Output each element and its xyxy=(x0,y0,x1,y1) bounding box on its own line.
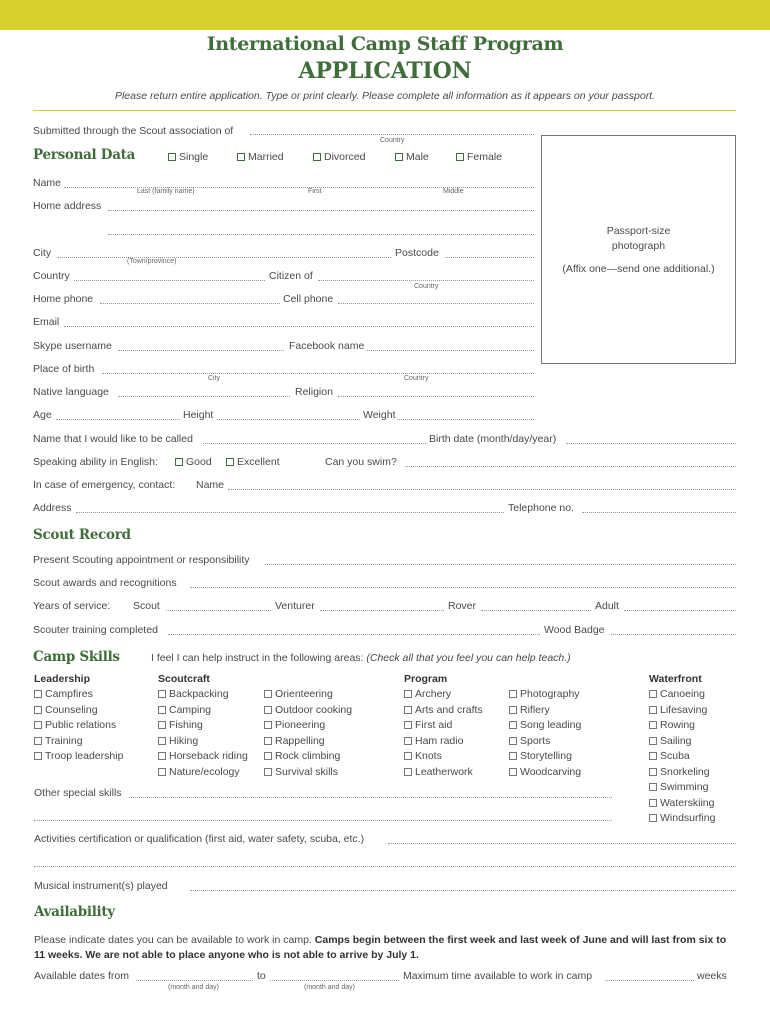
skill-checkbox-campfires[interactable] xyxy=(34,688,93,700)
checkbox-icon xyxy=(649,799,657,807)
citizen-of-label: Citizen of xyxy=(269,270,313,282)
checkbox-icon xyxy=(509,768,517,776)
country-field[interactable] xyxy=(74,280,265,281)
skill-label: Sailing xyxy=(660,734,692,747)
certification-label: Activities certification or qualification (first aid, water safety, scuba, etc.) xyxy=(34,833,365,845)
city-field[interactable] xyxy=(57,257,391,258)
program-heading: Program xyxy=(404,673,448,685)
skill-label: Knots xyxy=(415,750,442,762)
skill-label: Hiking xyxy=(169,734,199,747)
skill-label: Fishing xyxy=(169,719,203,731)
skill-label: Campfires xyxy=(45,688,93,700)
skill-label: Rappelling xyxy=(275,734,325,747)
skill-checkbox-counseling[interactable] xyxy=(34,704,98,716)
native-language-label: Native language xyxy=(33,386,109,398)
skill-label: Counseling xyxy=(45,703,98,716)
skill-checkbox-sailing[interactable] xyxy=(649,735,692,747)
checkbox-icon xyxy=(456,153,464,161)
citizen-of-field[interactable] xyxy=(318,280,534,281)
leadership-heading: Leadership xyxy=(34,673,91,685)
english-good-checkbox[interactable]: Good xyxy=(175,456,212,468)
waterfront-heading: Waterfront xyxy=(649,673,702,685)
availability-text: Please indicate dates you can be available to work in camp. Camps begin between the first week and last week of June and will last from six to 11 weeks. We are not able to place anyone who is not able to arrive by July 1. xyxy=(34,934,727,961)
checkbox-icon xyxy=(649,706,657,714)
country-label: Country xyxy=(33,270,70,282)
city-label: City xyxy=(33,247,52,259)
checkbox-icon xyxy=(313,153,321,161)
postcode-field[interactable] xyxy=(445,257,534,258)
english-ability-label: Speaking ability in English: xyxy=(33,456,158,468)
skill-label: Song leading xyxy=(520,719,582,731)
skill-checkbox-riflery[interactable] xyxy=(509,704,550,716)
years-venturer-field[interactable] xyxy=(320,610,444,611)
musical-field[interactable] xyxy=(190,890,736,891)
years-scout-label: Scout xyxy=(133,600,160,612)
cell-phone-field[interactable] xyxy=(338,303,534,304)
pob-sub-city: City xyxy=(208,375,221,382)
skill-label: Snorkeling xyxy=(660,765,710,778)
skill-checkbox-first-aid[interactable] xyxy=(404,719,452,731)
checkbox-icon xyxy=(404,706,412,714)
place-of-birth-label: Place of birth xyxy=(33,363,95,375)
skill-checkbox-windsurfing[interactable] xyxy=(649,812,715,824)
checkbox-icon xyxy=(264,737,272,745)
skill-label: Orienteering xyxy=(275,688,333,700)
skill-checkbox-camping[interactable] xyxy=(158,704,211,716)
weight-label: Weight xyxy=(363,409,396,421)
age-label: Age xyxy=(33,409,52,421)
skill-label: Pioneering xyxy=(275,719,326,731)
checkbox-icon xyxy=(264,690,272,698)
skill-label: Survival skills xyxy=(275,765,339,778)
checkbox-icon xyxy=(34,752,42,760)
photo-label-2: photograph xyxy=(611,240,666,252)
submitted-label: Submitted through the Scout association of xyxy=(33,125,234,137)
skill-label: First aid xyxy=(415,719,453,731)
checkbox-icon xyxy=(649,783,657,791)
years-rover-label: Rover xyxy=(448,600,477,612)
height-field[interactable] xyxy=(217,419,360,420)
telephone-field[interactable] xyxy=(582,512,736,513)
postcode-label: Postcode xyxy=(395,247,439,259)
checkbox-icon xyxy=(34,706,42,714)
address-label: Address xyxy=(33,502,72,514)
max-time-label: Maximum time available to work in camp xyxy=(403,970,593,982)
skill-label: Troop leadership xyxy=(45,750,124,762)
checkbox-icon xyxy=(649,768,657,776)
city-sub: (Town/province) xyxy=(127,258,177,265)
checkbox-icon xyxy=(158,752,166,760)
scout-record-heading: Scout Record xyxy=(33,527,131,543)
skill-label: Horseback riding xyxy=(169,750,248,762)
submitted-country-field[interactable] xyxy=(250,134,534,135)
skill-checkbox-backpacking[interactable] xyxy=(158,688,229,700)
checkbox-icon xyxy=(649,690,657,698)
skill-label: Rowing xyxy=(660,719,696,731)
skill-checkbox-photography[interactable] xyxy=(509,688,580,700)
religion-label: Religion xyxy=(295,386,333,398)
skill-label: Windsurfing xyxy=(660,812,716,824)
checkbox-icon xyxy=(158,706,166,714)
camp-skills-heading: Camp Skills xyxy=(33,649,120,665)
name-label: Name xyxy=(33,177,62,189)
weeks-label: weeks xyxy=(697,970,727,982)
checkbox-icon xyxy=(404,752,412,760)
checkbox-icon xyxy=(404,768,412,776)
skill-label: Sports xyxy=(520,734,551,747)
wood-badge-label: Wood Badge xyxy=(544,624,605,636)
skill-checkbox-rock-climbing[interactable] xyxy=(264,750,340,762)
skill-label: Scuba xyxy=(660,750,690,762)
years-adult-field[interactable] xyxy=(624,610,736,611)
skill-label: Archery xyxy=(415,688,452,700)
skill-checkbox-outdoor-cooking[interactable] xyxy=(264,704,352,716)
status-married-checkbox[interactable]: Married xyxy=(237,151,284,163)
certification-field[interactable] xyxy=(388,843,736,844)
skill-label: Rock climbing xyxy=(275,750,341,762)
emergency-name-label: Name xyxy=(196,479,225,491)
emergency-name-field[interactable] xyxy=(228,489,736,490)
email-field[interactable] xyxy=(64,326,534,327)
checkbox-icon xyxy=(264,752,272,760)
musical-label: Musical instrument(s) played xyxy=(34,880,168,892)
skill-label: Storytelling xyxy=(520,750,572,762)
name-sub-last: Last (family name) xyxy=(137,188,195,195)
checkbox-icon xyxy=(168,153,176,161)
skill-checkbox-swimming[interactable] xyxy=(649,781,708,793)
checkbox-icon xyxy=(226,458,234,466)
skill-label: Training xyxy=(45,734,83,747)
checkbox-icon xyxy=(264,706,272,714)
skill-checkbox-troop-leadership[interactable] xyxy=(34,750,123,762)
skill-label: Ham radio xyxy=(415,734,464,747)
skill-label: Woodcarving xyxy=(520,765,582,778)
years-scout-field[interactable] xyxy=(166,610,271,611)
skill-checkbox-rowing[interactable] xyxy=(649,719,695,731)
skill-checkbox-survival-skills[interactable] xyxy=(264,766,338,778)
place-of-birth-field[interactable] xyxy=(102,373,534,374)
birth-date-label: Birth date (month/day/year) xyxy=(429,433,557,445)
form-title: International Camp Staff Program xyxy=(206,33,564,55)
swim-label: Can you swim? xyxy=(325,456,397,468)
checkbox-icon xyxy=(404,737,412,745)
photo-label-3: (Affix one—send one additional.) xyxy=(562,263,715,275)
dates-to-label: to xyxy=(257,970,266,982)
height-label: Height xyxy=(183,409,214,421)
skill-label: Outdoor cooking xyxy=(275,703,353,716)
wood-badge-field[interactable] xyxy=(611,634,736,635)
pob-sub-country: Country xyxy=(404,375,429,382)
training-field[interactable] xyxy=(168,634,540,635)
training-label: Scouter training completed xyxy=(33,624,158,636)
checkbox-icon xyxy=(509,721,517,729)
header-rule xyxy=(33,110,736,111)
skill-label: Backpacking xyxy=(169,688,229,700)
years-rover-field[interactable] xyxy=(481,610,591,611)
skills-intro: I feel I can help instruct in the following areas: (Check all that you feel you can help teach.) xyxy=(151,652,571,664)
dates-from-field[interactable] xyxy=(136,980,253,981)
home-phone-field[interactable] xyxy=(100,303,280,304)
called-name-field[interactable] xyxy=(203,443,426,444)
cell-phone-label: Cell phone xyxy=(283,293,334,305)
skill-checkbox-nature-ecology[interactable] xyxy=(158,766,240,778)
checkbox-icon xyxy=(34,721,42,729)
checkbox-icon xyxy=(395,153,403,161)
checkbox-icon xyxy=(509,690,517,698)
home-address-field-2[interactable] xyxy=(108,234,534,235)
skype-label: Skype username xyxy=(33,340,112,352)
dates-from-sub: (month and day) xyxy=(168,984,219,991)
age-field[interactable] xyxy=(56,419,180,420)
english-excellent-checkbox[interactable]: Excellent xyxy=(226,456,280,468)
name-sub-first: First xyxy=(308,188,322,195)
dates-to-sub: (month and day) xyxy=(304,984,355,991)
other-skills-field-2[interactable] xyxy=(34,820,612,821)
home-phone-label: Home phone xyxy=(33,293,94,305)
skill-label: Photography xyxy=(520,688,580,700)
status-single-checkbox[interactable]: Single xyxy=(168,151,208,163)
years-venturer-label: Venturer xyxy=(275,600,315,612)
checkbox-icon xyxy=(158,690,166,698)
checkbox-icon xyxy=(158,721,166,729)
checkbox-icon xyxy=(649,721,657,729)
name-sub-middle: Middle xyxy=(443,188,464,195)
facebook-field[interactable] xyxy=(367,350,534,351)
skill-label: Waterskiing xyxy=(660,796,715,809)
skill-checkbox-archery[interactable] xyxy=(404,688,451,700)
skill-checkbox-ham-radio[interactable] xyxy=(404,735,463,747)
skill-label: Public relations xyxy=(45,719,117,731)
checkbox-icon xyxy=(509,706,517,714)
skill-checkbox-public-relations[interactable] xyxy=(34,719,116,731)
skill-checkbox-pioneering[interactable] xyxy=(264,719,325,731)
personal-data-heading: Personal Data xyxy=(33,147,136,163)
checkbox-icon xyxy=(175,458,183,466)
scoutcraft-heading: Scoutcraft xyxy=(158,673,210,685)
checkbox-icon xyxy=(158,737,166,745)
awards-label: Scout awards and recognitions xyxy=(33,577,177,589)
availability-heading: Availability xyxy=(34,904,115,920)
skype-field[interactable] xyxy=(118,350,284,351)
other-skills-label: Other special skills xyxy=(34,787,122,799)
dates-to-field[interactable] xyxy=(270,980,399,981)
other-skills-field[interactable] xyxy=(129,797,612,798)
checkbox-icon xyxy=(649,814,657,822)
skill-checkbox-hiking[interactable] xyxy=(158,735,198,747)
max-time-field[interactable] xyxy=(605,980,694,981)
home-address-field[interactable] xyxy=(108,210,534,211)
home-address-label: Home address xyxy=(33,200,102,212)
swim-field[interactable] xyxy=(405,466,736,467)
skill-checkbox-woodcarving[interactable] xyxy=(509,766,581,778)
sex-female-checkbox[interactable]: Female xyxy=(456,151,502,163)
instructions: Please return entire application. Type or print clearly. Please complete all information as it appears on your passport. xyxy=(114,90,656,102)
checkbox-icon xyxy=(509,752,517,760)
sex-male-checkbox[interactable]: Male xyxy=(395,151,429,163)
skill-checkbox-knots[interactable] xyxy=(404,750,442,762)
dates-from-label: Available dates from xyxy=(34,970,129,982)
skill-checkbox-orienteering[interactable] xyxy=(264,688,333,700)
email-label: Email xyxy=(33,316,60,328)
skill-checkbox-arts-and-crafts[interactable] xyxy=(404,704,483,716)
skill-checkbox-lifesaving[interactable] xyxy=(649,704,707,716)
header-color-bar xyxy=(0,0,770,30)
called-name-label: Name that I would like to be called xyxy=(33,433,193,445)
skill-label: Camping xyxy=(169,703,212,716)
address-field[interactable] xyxy=(76,512,504,513)
skill-checkbox-sports[interactable] xyxy=(509,735,550,747)
certification-field-2[interactable] xyxy=(34,866,736,867)
photo-label-1: Passport-size xyxy=(606,225,671,237)
skill-checkbox-waterskiing[interactable] xyxy=(649,797,714,809)
checkbox-icon xyxy=(649,752,657,760)
checkbox-icon xyxy=(649,737,657,745)
telephone-label: Telephone no. xyxy=(508,502,574,514)
skill-checkbox-training[interactable] xyxy=(34,735,83,747)
form-subtitle: APPLICATION xyxy=(298,58,472,84)
appointment-label: Present Scouting appointment or responsibility xyxy=(33,554,250,566)
skill-label: Arts and crafts xyxy=(415,703,483,716)
skill-checkbox-snorkeling[interactable] xyxy=(649,766,710,778)
appointment-field[interactable] xyxy=(265,564,736,565)
years-label: Years of service: xyxy=(33,600,111,612)
checkbox-icon xyxy=(404,690,412,698)
checkbox-icon xyxy=(264,768,272,776)
skill-checkbox-song-leading[interactable] xyxy=(509,719,581,731)
emergency-label: In case of emergency, contact: xyxy=(33,479,176,491)
skill-label: Leatherwork xyxy=(415,765,473,778)
weight-field[interactable] xyxy=(397,419,534,420)
checkbox-icon xyxy=(158,768,166,776)
facebook-label: Facebook name xyxy=(289,340,365,352)
birth-date-field[interactable] xyxy=(566,443,736,444)
status-divorced-checkbox[interactable]: Divorced xyxy=(313,151,365,163)
years-adult-label: Adult xyxy=(595,600,619,612)
native-language-field[interactable] xyxy=(118,396,290,397)
skill-checkbox-canoeing[interactable] xyxy=(649,688,705,700)
skill-label: Canoeing xyxy=(660,688,705,700)
skill-label: Riflery xyxy=(520,703,550,716)
checkbox-icon xyxy=(237,153,245,161)
checkbox-icon xyxy=(34,737,42,745)
checkbox-icon xyxy=(404,721,412,729)
checkbox-icon xyxy=(509,737,517,745)
checkbox-icon xyxy=(34,690,42,698)
skill-checkbox-fishing[interactable] xyxy=(158,719,203,731)
citizen-sub: Country xyxy=(414,283,439,290)
submitted-country-sub: Country xyxy=(380,137,405,144)
skill-label: Swimming xyxy=(660,781,709,793)
skill-checkbox-rappelling[interactable] xyxy=(264,735,325,747)
skill-checkbox-leatherwork[interactable] xyxy=(404,766,473,778)
awards-field[interactable] xyxy=(190,587,736,588)
skill-checkbox-scuba[interactable] xyxy=(649,750,690,762)
checkbox-icon xyxy=(264,721,272,729)
religion-field[interactable] xyxy=(338,396,534,397)
skill-label: Lifesaving xyxy=(660,703,708,716)
skill-checkbox-horseback-riding[interactable] xyxy=(158,750,248,762)
skill-checkbox-storytelling[interactable] xyxy=(509,750,572,762)
skill-label: Nature/ecology xyxy=(169,765,240,778)
